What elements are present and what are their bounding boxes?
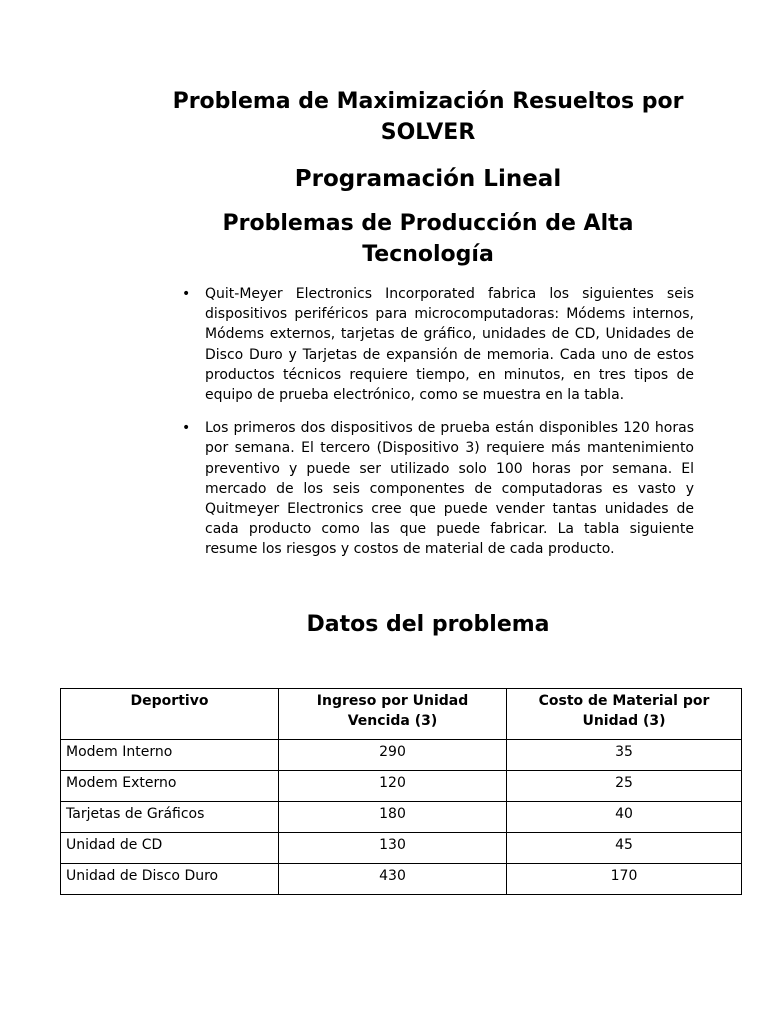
table-cell: 290 <box>279 740 507 771</box>
bullet-item <box>182 284 694 405</box>
bullet-text: Los primeros dos dispositivos de prueba están disponibles 120 horas por semana. El tercero (Dispositivo 3) requiere más mantenimiento preventivo y puede ser utilizado solo 100 horas por semana. El mercado de los seis componentes de computadoras es vasto y Quitmeyer Electronics cree que puede vender tantas unidades de cada producto como las que puede fabricar. La tabla siguiente resume los riesgos y costos de material de cada producto. <box>205 420 694 558</box>
table-cell: 35 <box>507 740 742 771</box>
table-cell: 170 <box>507 864 742 895</box>
table-header-cell: Deportivo <box>61 689 279 740</box>
data-table <box>60 688 742 895</box>
table-header-row <box>61 689 742 740</box>
table-cell: 130 <box>279 833 507 864</box>
table-cell: 120 <box>279 771 507 802</box>
table-row <box>61 833 742 864</box>
table-row <box>61 740 742 771</box>
table-cell: 180 <box>279 802 507 833</box>
table-cell: 45 <box>507 833 742 864</box>
bullet-icon: • <box>182 420 191 437</box>
table-cell: Unidad de CD <box>61 833 279 864</box>
table-row <box>61 864 742 895</box>
table-row <box>61 802 742 833</box>
table-cell: Tarjetas de Gráficos <box>61 802 279 833</box>
table-cell: Modem Externo <box>61 771 279 802</box>
page-title: Problema de Maximización Resueltos por SOLVER <box>172 89 684 145</box>
table-cell: 40 <box>507 802 742 833</box>
subtitle-problemas-produccion: Problemas de Producción de Alta Tecnología <box>222 211 634 267</box>
table-cell: Modem Interno <box>61 740 279 771</box>
bullet-icon: • <box>182 286 191 302</box>
table-cell: 430 <box>279 864 507 895</box>
subtitle-programacion-lineal: Programación Lineal <box>294 166 562 192</box>
bullet-item <box>182 418 694 559</box>
table-header-cell: Costo de Material por Unidad (3) <box>507 689 742 740</box>
table-cell: Unidad de Disco Duro <box>61 864 279 895</box>
bullet-text: Quit-Meyer Electronics Incorporated fabrica los siguientes seis dispositivos periféricos para microcomputadoras: Módems internos, Módems externos, tarjetas de gráfico, unidades de CD, Unidades de Disco Duro y Tarjetas de expansión de memoria. Cada uno de estos productos técnicos requiere tiempo, en minutos, en tres tipos de equipo de prueba electrónico, como se muestra en la tabla. <box>205 286 694 404</box>
table-header-cell: Ingreso por Unidad Vencida (3) <box>279 689 507 740</box>
table-cell: 25 <box>507 771 742 802</box>
table-row <box>61 771 742 802</box>
section-heading: Datos del problema <box>306 612 550 637</box>
bullet-list <box>182 284 694 573</box>
